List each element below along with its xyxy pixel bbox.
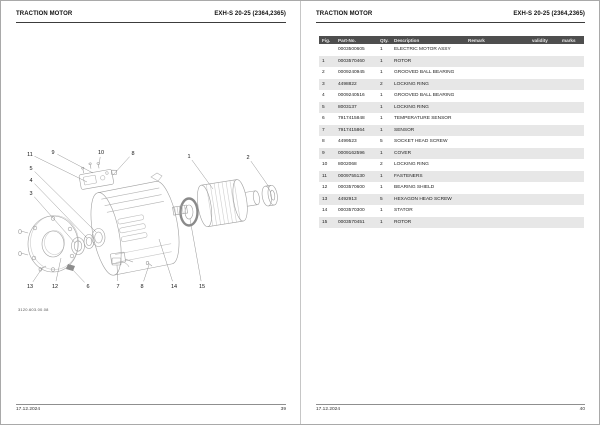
cell-qty: 1	[380, 116, 383, 122]
page-title: TRACTION MOTOR	[16, 11, 73, 17]
cell-marks	[559, 205, 584, 217]
column-header: Remark	[465, 36, 529, 44]
cell-remark	[465, 44, 529, 56]
callout-number: 6	[86, 284, 90, 290]
cell-marks	[559, 67, 584, 79]
cell-desc: HEXAGON HEAD SCREW	[394, 196, 452, 202]
cell-fig: 14	[322, 208, 328, 214]
cell-marks	[559, 125, 584, 137]
diagram-callouts	[27, 150, 269, 290]
cell-fig: 10	[322, 162, 328, 168]
cell-desc: COVER	[394, 150, 412, 156]
footer-date: 17.12.2024	[16, 407, 41, 412]
cell-part: 7917415864	[338, 127, 365, 133]
cell-validity	[529, 136, 559, 148]
cell-validity	[529, 194, 559, 206]
parts-table-container	[319, 36, 584, 228]
cell-marks	[559, 159, 584, 171]
callout-number: 3	[29, 191, 33, 197]
column-header: marks	[559, 36, 584, 44]
cell-marks	[559, 102, 584, 114]
cell-fig: 4	[322, 93, 325, 99]
cell-validity	[529, 102, 559, 114]
table-row	[319, 79, 584, 91]
cell-marks	[559, 182, 584, 194]
cell-validity	[529, 148, 559, 160]
callout-number: 2	[246, 155, 250, 161]
cell-part: 0003500605	[338, 47, 365, 53]
callout-leader-line	[159, 239, 173, 281]
cell-qty: 1	[380, 58, 383, 64]
table-row	[319, 182, 584, 194]
table-row	[319, 56, 584, 68]
callout-leader-line	[33, 267, 43, 282]
page-diagram	[1, 1, 300, 424]
parts-table-body	[319, 44, 584, 228]
footer-date: 17.12.2024	[316, 407, 341, 412]
cell-part: 0003570451	[338, 219, 365, 225]
cell-part: 7917415848	[338, 116, 365, 122]
cell-remark	[465, 102, 529, 114]
cell-desc: LOCKING RING	[394, 104, 429, 110]
cell-desc: ELECTRIC MOTOR ASSY	[394, 47, 451, 53]
table-row	[319, 102, 584, 114]
cell-fig	[319, 44, 335, 56]
cell-validity	[529, 205, 559, 217]
cell-desc: BEARING SHIELD	[394, 185, 435, 191]
callout-number: 13	[26, 284, 34, 290]
cell-desc: FASTENERS	[394, 173, 423, 179]
page-footer	[316, 407, 585, 412]
table-row	[319, 44, 584, 56]
callout-leader-line	[72, 269, 85, 282]
cell-fig: 3	[322, 81, 325, 87]
callout-number: 5	[29, 166, 33, 172]
cell-remark	[465, 148, 529, 160]
cell-part: 0003570300	[338, 208, 365, 214]
cell-part: 0003570600	[338, 185, 365, 191]
cell-marks	[559, 113, 584, 125]
cell-validity	[529, 125, 559, 137]
callout-leader-line	[99, 157, 100, 165]
cell-desc: GROOVED BALL BEARING	[394, 93, 455, 99]
cell-part: 4498822	[338, 81, 357, 87]
callout-number: 4	[29, 178, 33, 184]
callout-leader-line	[190, 219, 201, 281]
cell-desc: LOCKING RING	[394, 162, 429, 168]
cell-marks	[559, 56, 584, 68]
cell-desc: LOCKING RING	[394, 81, 429, 87]
cell-qty: 1	[380, 93, 383, 99]
cell-qty: 1	[380, 104, 383, 110]
footer-page-number: 39	[280, 407, 286, 412]
parts-table	[319, 36, 584, 228]
cell-remark	[465, 159, 529, 171]
cell-qty: 1	[380, 47, 383, 53]
callout-leader-line	[35, 172, 96, 233]
callout-number: 8	[140, 284, 144, 290]
cell-remark	[465, 67, 529, 79]
cell-remark	[465, 194, 529, 206]
cell-remark	[465, 113, 529, 125]
cell-marks	[559, 194, 584, 206]
callout-number: 14	[170, 284, 178, 290]
cell-fig: 13	[322, 196, 328, 202]
cell-qty: 1	[380, 185, 383, 191]
column-header: validity	[529, 36, 559, 44]
cell-marks	[559, 136, 584, 148]
cell-desc: TEMPERATURE SENSOR	[394, 116, 452, 122]
motor-drawing	[19, 159, 281, 278]
cell-marks	[559, 148, 584, 160]
page-footer	[16, 407, 286, 412]
cell-qty: 5	[380, 139, 383, 145]
callout-leader-line	[251, 161, 269, 187]
callout-number: 9	[51, 150, 55, 156]
footer-rule	[316, 404, 585, 405]
column-header: Qty.	[377, 36, 391, 44]
cell-validity	[529, 90, 559, 102]
table-row	[319, 90, 584, 102]
callout-number: 11	[27, 152, 33, 158]
cell-part: 4492913	[338, 196, 357, 202]
cell-fig: 5	[322, 104, 325, 110]
callout-number: 8	[131, 151, 135, 157]
cell-desc: GROOVED BALL BEARING	[394, 70, 455, 76]
table-row	[319, 194, 584, 206]
model-code: EXH-S 20-25 (2364,2365)	[513, 11, 585, 17]
cell-validity	[529, 171, 559, 183]
cell-desc: ROTOR	[394, 219, 412, 225]
cell-marks	[559, 79, 584, 91]
exploded-view-diagram	[1, 1, 300, 424]
cell-validity	[529, 217, 559, 229]
cell-marks	[559, 90, 584, 102]
callout-leader-line	[144, 265, 149, 281]
callout-leader-line	[192, 160, 213, 189]
cell-fig: 6	[322, 116, 325, 122]
cell-fig: 12	[322, 185, 328, 191]
cell-fig: 8	[322, 139, 325, 145]
cell-remark	[465, 205, 529, 217]
cell-desc: SOCKET HEAD SCREW	[394, 139, 448, 145]
cell-validity	[529, 182, 559, 194]
table-row	[319, 67, 584, 79]
callout-leader-line	[113, 157, 130, 175]
cell-fig: 1	[322, 58, 325, 64]
cell-remark	[465, 171, 529, 183]
column-header: Fig.	[319, 36, 335, 44]
cell-part: 8003137	[338, 104, 357, 110]
drawing-number: 3120.603.00.08	[18, 307, 49, 312]
page-header	[316, 11, 585, 17]
cell-marks	[559, 44, 584, 56]
cell-validity	[529, 56, 559, 68]
cell-part: 8002068	[338, 162, 357, 168]
page-parts-list	[300, 1, 599, 424]
cell-fig: 11	[322, 173, 327, 179]
column-header: Part-No.	[335, 36, 377, 44]
cell-remark	[465, 90, 529, 102]
cell-validity	[529, 159, 559, 171]
cell-qty: 1	[380, 208, 383, 214]
cell-part: 4499523	[338, 139, 357, 145]
cell-fig: 7	[322, 127, 325, 133]
cell-part: 0009755130	[338, 173, 365, 179]
callout-leader-line	[35, 184, 88, 238]
table-row	[319, 159, 584, 171]
cell-qty: 1	[380, 173, 383, 179]
callout-number: 7	[116, 284, 120, 290]
table-row	[319, 205, 584, 217]
cell-remark	[465, 125, 529, 137]
cell-part: 0003570460	[338, 58, 365, 64]
callout-number: 10	[97, 150, 105, 156]
table-row	[319, 171, 584, 183]
header-rule	[316, 22, 585, 23]
cell-validity	[529, 44, 559, 56]
cell-fig: 15	[322, 219, 328, 225]
cell-fig: 9	[322, 150, 325, 156]
cell-remark	[465, 217, 529, 229]
cell-qty: 1	[380, 127, 383, 133]
table-row	[319, 113, 584, 125]
cell-qty: 5	[380, 196, 383, 202]
parts-table-header-row	[319, 36, 584, 44]
cell-remark	[465, 182, 529, 194]
cell-marks	[559, 217, 584, 229]
table-row	[319, 217, 584, 229]
cell-part: 0009240945	[338, 70, 365, 76]
cell-desc: STATOR	[394, 208, 413, 214]
cell-remark	[465, 79, 529, 91]
cell-remark	[465, 56, 529, 68]
footer-page-number: 40	[579, 407, 585, 412]
callout-number: 12	[51, 284, 59, 290]
page-title: TRACTION MOTOR	[316, 11, 373, 17]
cell-qty: 2	[380, 81, 383, 87]
footer-rule	[16, 404, 286, 405]
cell-qty: 1	[380, 219, 383, 225]
cell-part: 0009162596	[338, 150, 365, 156]
callout-leader-line	[35, 156, 88, 182]
column-header: Description	[391, 36, 465, 44]
cell-qty: 1	[380, 150, 383, 156]
cell-desc: SENSOR	[394, 127, 415, 133]
cell-marks	[559, 171, 584, 183]
table-row	[319, 136, 584, 148]
cell-fig: 2	[322, 70, 325, 76]
cell-desc: ROTOR	[394, 58, 412, 64]
cell-validity	[529, 79, 559, 91]
cell-validity	[529, 113, 559, 125]
cell-qty: 2	[380, 162, 383, 168]
cell-remark	[465, 136, 529, 148]
cell-qty: 1	[380, 70, 383, 76]
cell-part: 0009240516	[338, 93, 365, 99]
callout-number: 1	[187, 154, 191, 160]
callout-number: 15	[198, 284, 206, 290]
table-row	[319, 148, 584, 160]
table-row	[319, 125, 584, 137]
cell-validity	[529, 67, 559, 79]
model-code: EXH-S 20-25 (2364,2365)	[214, 11, 286, 17]
